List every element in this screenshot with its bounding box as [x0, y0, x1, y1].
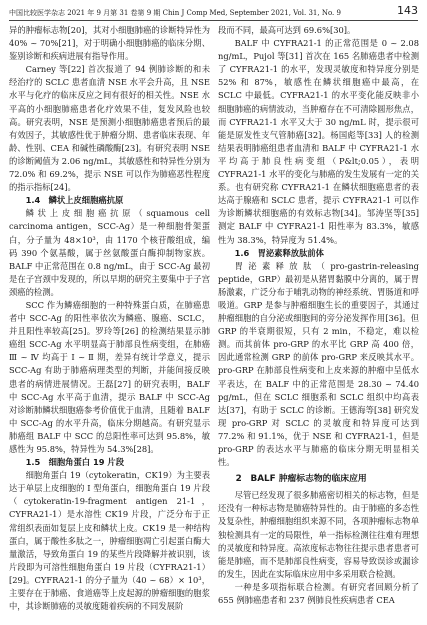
paragraph: Carney 等[22] 首次报道了 94 例肺诊断的和未经治疗的 SCLC 患者血清 NSE 水平会升高，且 NSE 水平与化疗的临床反应之间有很好的相关性。NSE 水平高的小细胞肺癌患者化疗效果不佳，复发风险也较高。研究表明，NSE 是预测小细胞肺癌患者预后的最有效因子，其敏感性优于肿瘤分期、患者临床表现、年龄、性别、CEA 和碱性磷酸酶[23]。有研究表明 NSE 的诊断阈值为 2.06 ng/mL，其敏感性和特异性分别为 72.0% 和 69.2%，提示 NSE 可以作为肺癌恶性程度的指示指标[24]。	[9, 64, 210, 193]
paragraph-continuation: 段而不同，最高可达到 69.6%[30]。	[218, 25, 356, 35]
page-number: 143	[397, 4, 418, 17]
section-heading: 1.5 细胞角蛋白 19 片段	[25, 457, 124, 468]
paragraph: 细胞角蛋白 19（cytokeratin，CK19）为主要表达于单层上皮细胞的 Ⅰ 型角蛋白，细胞角蛋白 19 片段（cytokeratin-19-fragment antigen 21-1，CYFRA21-1）是水溶性 CK19 片段，广泛分布于正常组织表面如复层上皮和鳞状上皮。CK19 是一种结构蛋白，属于酸性多肽之一，肿瘤细胞凋亡引起蛋白酶大量激活，导致角蛋白 19 的某些片段降解并被识别，该片段即为可溶性细胞角蛋白 19 片段（CYFRA21-1）[29]。CYFRA21-1 的分子量为（40 ~ 68）× 10³，主要存在于肺癌、食道癌等上皮起源的肿瘤细胞的胞浆中，其诊断肺癌的灵敏度随着疾病的不同发展阶	[9, 470, 210, 612]
right-column	[218, 24, 419, 607]
section-heading: 1.6 胃泌素释放肽前体	[234, 247, 324, 258]
paragraph-continuation: 异的肿瘤标志物[20]，其对小细胞肺癌的诊断特异性为40% ~ 70%[21]，对于明确小细胞肺癌的临床分期、鉴别诊断和疾病进展有指导作用。	[9, 25, 210, 62]
major-section-heading: 2 BALF 肿瘤标志物的临床应用	[235, 474, 367, 485]
paragraph: 尽管已经发现了很多肺癌密切相关的标志物，但是还没有一种标志物是肺癌特异性的。由于肺癌的多态性及复杂性，肿瘤细胞组织来源不同，各项肿瘤标志物单独检测具有一定的局限性，单一指标检测往往难有理想的灵敏度和特异度。高浓度标志物往往提示患者患者可能是肺癌，而不是肺部良性病变，容易导致误诊或漏诊的发生，因此在实际临床应用中多采用联合检测。	[218, 490, 419, 579]
running-header	[9, 6, 418, 21]
left-column	[9, 24, 210, 613]
paragraph: SCC 作为鳞癌细胞的一种特殊蛋白质，在肺癌患者中 SCC-Ag 的阳性率依次为鳞癌、腺癌、SCLC，并且阳性率较高[25]。罗玲等[26] 的检测结果显示肺癌组 SCC-Ag 水平明显高于肺部良性病变组，在肺癌 Ⅲ ~ Ⅳ 均高于 Ⅰ ~ Ⅱ 期，差异有统计学意义，提示 SCC-Ag 有助于肺癌病理类型的判断，并能间接反映患者的病情进展情况。王磊[27] 的研究表明，BALF 中 SCC-Ag 水平高于血清，提示 BALF 中 SCC-Ag 对诊断肺鳞状细胞癌参考价值优于血清，且随着 BALF 中 SCC-Ag 的水平升高，临床分期越高。有研究显示肺癌组 BALF 中 SCC 的总阳性率可达到 95.8%，敏感性为 95.8%，特异性为 54.3%[28]。	[9, 299, 210, 454]
journal-header-text: 中国比较医学杂志 2021 年 9 月第 31 卷第 9 期 Chin J Comp Med, September 2021, Vol. 31, No. 9	[9, 9, 341, 17]
paragraph: 鳞状上皮细胞癌抗原（squamous cell carcinoma antigen，SCC-Ag）是一种细胞骨架蛋白，分子量为 48×10³，由 1170 个核苷酸组成，编码 390 个氨基酸，属于丝氨酸蛋白酶抑制物家族。BALF 中正常范围在 0.8 ng/mL，由于 SCC-Ag 最初是在子宫颈中发现的，所以早期的研究主要集中于子宫颈癌的检测。	[9, 208, 210, 297]
paragraph: 胃泌素释放肽（pro-gastrin-releasing peptide，GRP）最初是从猪胃黏膜中分离的，属于胃肠激素，广泛分布于哺乳动物的神经系统、胃肠道和呼吸道。GRP 是参与肿瘤细胞生长的重要因子，其通过肿瘤细胞的自分泌或细胞间的旁分泌发挥作用[36]。但 GRP 的半衰期很短，只有 2 min，不稳定，难以检测。而其前体 pro-GRP 的水平比 GRP 高 400 倍，因此通常检测 GRP 的前体 pro-GRP 来反映其水平。pro-GRP 在肺部良性病变和上皮来源的肿瘤中呈低水平表达，在 BALF 中的正常范围是 28.30 ~ 74.40 pg/mL，但在 SCLC 细胞系和 SCLC 组织中均高表达[37]，有助于 SCLC 的诊断。王德海等[38] 研究发现 pro-GRP 对 SCLC 的灵敏度和特异度可达到 77.2% 和 91.1%，优于 NSE 和 CYFRA21-1，但是 pro-GRP 的表达水平与肺癌的临床分期无明显相关性。	[218, 260, 419, 468]
paragraph: 一种是多项指标联合检测。有研究者回顾分析了 655 例肺癌患者和 237 例肺良性疾病患者 CEA	[218, 581, 419, 606]
section-heading: 1.4 鳞状上皮细胞癌抗原	[25, 195, 124, 206]
paragraph: BALF 中 CYFRA21-1 的正常范围是 0 ~ 2.08 ng/mL，Pujol 等[31] 首次在 165 名肺癌患者中检测了 CYFRA21-1 的水平，发现灵敏度和特异度分别是 52% 和 87%，敏感性在鳞状细胞癌中最高，在 SCLC 中最低。CYFRA21-1 的水平变化能反映非小细胞肺癌的病情波动，当肿瘤存在不可清除圆形焦点，而 CYFRA21-1 水平又大于 30 ng/mL 时，提示很可能是原发性支气管肺癌[32]。杨国彪等[33] 人的检测结果表明肺癌组患者血清和 BALF 中 CYFRA21-1 水平均高于肺良性病变组（P&lt;0.05），表明 CYFRA21-1 水平的变化与肺癌的发生发展有一定的关系。也有研究称 CYFRA21-1 在鳞状细胞癌患者的表达高于腺癌和 SCLC 患者，提示 CYFRA21-1 可以作为诊断鳞状细胞癌的有效标志物[34]。邹涛坚等[35] 测定 BALF 中 CYFRA21-1 阳性率为 83.3%，敏感性为 38.3%，特异度为 51.4%。	[218, 38, 419, 245]
